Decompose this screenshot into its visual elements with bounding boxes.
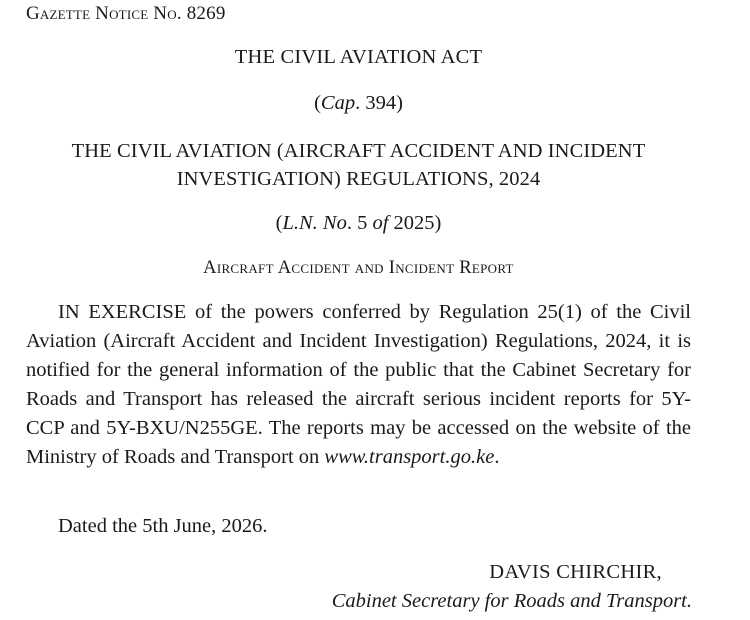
signatory-title: Cabinet Secretary for Roads and Transport. — [331, 590, 692, 612]
ln-suffix: 2025) — [388, 212, 442, 234]
legal-notice-reference — [26, 212, 691, 235]
act-chapter-reference — [26, 92, 691, 115]
gazette-notice-number: Gazette Notice No. 8269 — [26, 3, 226, 24]
ln-middle: . 5 — [346, 212, 373, 234]
report-heading: Aircraft Accident and Incident Report — [203, 258, 514, 278]
cap-label: Cap — [320, 92, 356, 114]
ln-prefix: ( — [275, 212, 283, 234]
act-title: THE CIVIL AVIATION ACT — [234, 46, 483, 68]
regulations-title: THE CIVIL AVIATION (AIRCRAFT ACCIDENT AND INCIDENT INVESTIGATION) REGULATIONS, 2024 — [71, 140, 646, 190]
ln-label: L.N. No — [282, 212, 347, 234]
cap-suffix: . 394) — [355, 92, 403, 114]
signatory-name: DAVIS CHIRCHIR, — [489, 561, 662, 583]
dated-line: Dated the 5th June, 2026. — [58, 515, 268, 537]
body-text: of the powers conferred by Regulation 25(1) of the Civil Aviation (Aircraft Accident and Incident Investigation) Regulations, 2024, it is notified for the general information of the public that the Cabinet Secretary for Roads and Transport has released the aircraft serious incident reports for 5Y-CCP and 5Y-BXU/N255GE. The reports may be accessed on the website of the Ministry of Roads and Transport on — [26, 301, 691, 468]
ln-of: of — [372, 212, 389, 234]
body-end: . — [494, 446, 500, 468]
body-lead: IN EXERCISE — [58, 301, 187, 323]
cap-prefix: ( — [314, 92, 321, 114]
website-link[interactable]: www.transport.go.ke — [324, 446, 495, 468]
notice-body-paragraph — [26, 298, 691, 472]
